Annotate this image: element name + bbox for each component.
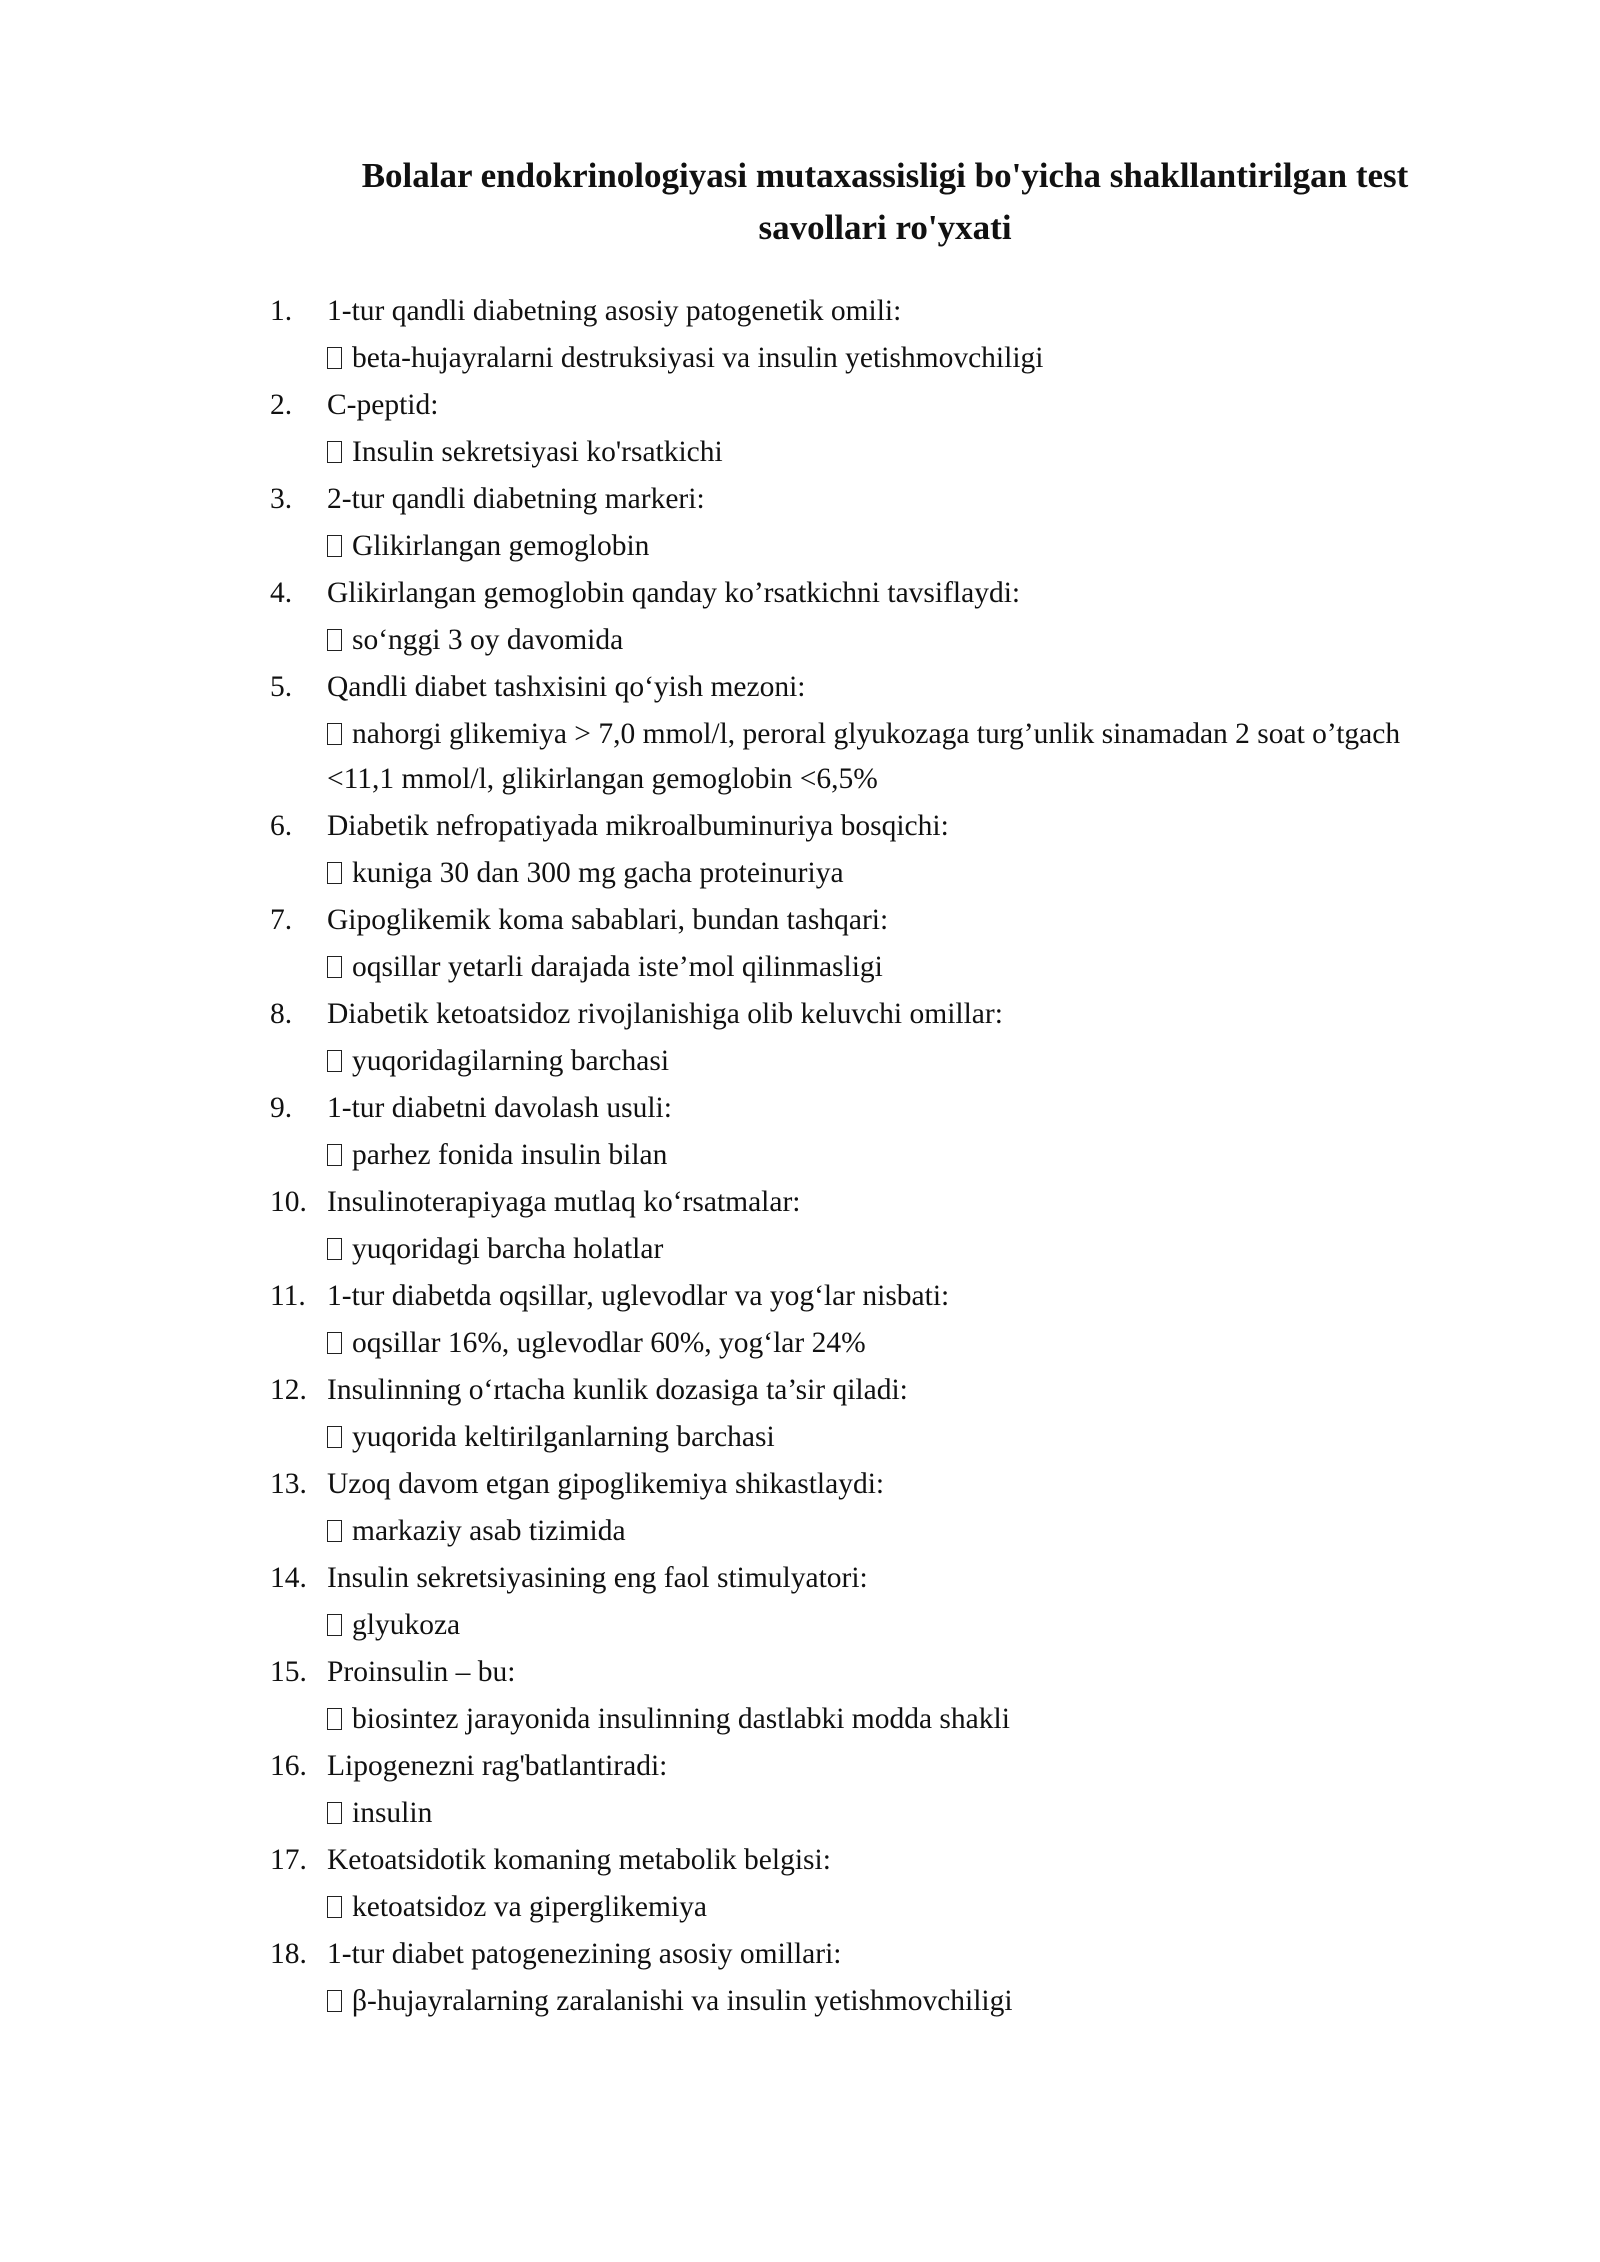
question-item — [270, 1649, 1420, 1743]
missing-glyph-box-icon — [327, 1802, 342, 1824]
question-text: 1-tur diabetda oqsillar, uglevodlar va yog‘lar nisbati: — [327, 1280, 950, 1312]
question-number: 11. — [270, 1280, 306, 1312]
question-line — [270, 476, 1420, 523]
question-line — [270, 991, 1420, 1038]
question-item — [270, 1273, 1420, 1367]
answer-line — [270, 1226, 1420, 1273]
answer-text: yuqoridagi barcha holatlar — [352, 1233, 664, 1265]
question-number: 1. — [270, 295, 293, 327]
answer-text: biosintez jarayonida insulinning dastlabki modda shakli — [352, 1703, 1010, 1735]
answer-text: yuqorida keltirilganlarning barchasi — [352, 1421, 775, 1453]
answer-line — [270, 429, 1420, 476]
answer-line — [270, 523, 1420, 570]
question-number: 17. — [270, 1844, 307, 1876]
question-line — [270, 570, 1420, 617]
answer-text: markaziy asab tizimida — [352, 1515, 626, 1547]
missing-glyph-box-icon — [327, 441, 342, 463]
answer-text: yuqoridagilarning barchasi — [352, 1045, 670, 1077]
missing-glyph-box-icon — [327, 956, 342, 978]
question-line — [270, 1743, 1420, 1790]
question-item — [270, 476, 1420, 570]
question-line — [270, 1555, 1420, 1602]
answer-text: oqsillar 16%, uglevodlar 60%, yog‘lar 24% — [352, 1327, 866, 1359]
answer-line — [270, 850, 1420, 897]
document-title: Bolalar endokrinologiyasi mutaxassisligi bo'yicha shakllantirilgan test savollari ro'yxati — [361, 156, 1409, 247]
question-item — [270, 1085, 1420, 1179]
question-line — [270, 1085, 1420, 1132]
answer-line — [270, 1414, 1420, 1461]
answer-line — [270, 335, 1420, 382]
question-line — [270, 1931, 1420, 1978]
missing-glyph-box-icon — [327, 1238, 342, 1260]
question-item — [270, 1837, 1420, 1931]
question-item — [270, 803, 1420, 897]
answer-line — [270, 944, 1420, 991]
answer-text: so‘nggi 3 oy davomida — [352, 624, 624, 656]
question-number: 10. — [270, 1186, 307, 1218]
question-text: Insulinning o‘rtacha kunlik dozasiga ta’sir qiladi: — [327, 1374, 908, 1406]
question-text: Glikirlangan gemoglobin qanday ko’rsatkichni tavsiflaydi: — [327, 577, 1021, 609]
missing-glyph-box-icon — [327, 723, 342, 745]
answer-text: kuniga 30 dan 300 mg gacha proteinuriya — [352, 857, 844, 889]
question-number: 9. — [270, 1092, 293, 1124]
missing-glyph-box-icon — [327, 1990, 342, 2012]
question-text: C-peptid: — [327, 389, 439, 421]
missing-glyph-box-icon — [327, 1896, 342, 1918]
question-item — [270, 1367, 1420, 1461]
question-item — [270, 991, 1420, 1085]
question-text: Ketoatsidotik komaning metabolik belgisi: — [327, 1844, 831, 1876]
answer-text: ketoatsidoz va giperglikemiya — [352, 1891, 707, 1923]
missing-glyph-box-icon — [327, 1144, 342, 1166]
missing-glyph-box-icon — [327, 347, 342, 369]
missing-glyph-box-icon — [327, 1426, 342, 1448]
question-number: 5. — [270, 671, 293, 703]
answer-text: insulin — [352, 1797, 433, 1829]
question-text: Proinsulin – bu: — [327, 1656, 516, 1688]
answer-text: β-hujayralarning zaralanishi va insulin yetishmovchiligi — [352, 1985, 1013, 2017]
missing-glyph-box-icon — [327, 1050, 342, 1072]
answer-text: glyukoza — [352, 1609, 461, 1641]
answer-line — [270, 1508, 1420, 1555]
question-text: Lipogenezni rag'batlantiradi: — [327, 1750, 668, 1782]
question-number: 15. — [270, 1656, 307, 1688]
question-item — [270, 1931, 1420, 2025]
question-number: 8. — [270, 998, 293, 1030]
question-line — [270, 664, 1420, 711]
question-text: Insulinoterapiyaga mutlaq ko‘rsatmalar: — [327, 1186, 801, 1218]
question-item — [270, 664, 1420, 803]
question-number: 13. — [270, 1468, 307, 1500]
missing-glyph-box-icon — [327, 1520, 342, 1542]
answer-line — [270, 1602, 1420, 1649]
question-number: 16. — [270, 1750, 307, 1782]
question-number: 12. — [270, 1374, 307, 1406]
question-line — [270, 288, 1420, 335]
question-text: 2-tur qandli diabetning markeri: — [327, 483, 705, 515]
answer-text: nahorgi glikemiya > 7,0 mmol/l, peroral glyukozaga turg’unlik sinamadan 2 soat o’tgach <11,1 mmol/l, glikirlangan gemoglobin <6,5% — [327, 718, 1401, 795]
answer-text: oqsillar yetarli darajada iste’mol qilinmasligi — [352, 951, 883, 983]
question-text: Diabetik ketoatsidoz rivojlanishiga olib keluvchi omillar: — [327, 998, 1003, 1030]
question-text: 1-tur diabet patogenezining asosiy omillari: — [327, 1938, 842, 1970]
question-line — [270, 1367, 1420, 1414]
answer-text: beta-hujayralarni destruksiyasi va insulin yetishmovchiligi — [352, 342, 1044, 374]
question-line — [270, 1837, 1420, 1884]
question-line — [270, 1461, 1420, 1508]
question-text: Gipoglikemik koma sabablari, bundan tashqari: — [327, 904, 889, 936]
answer-line — [270, 711, 1420, 803]
answer-line — [270, 1038, 1420, 1085]
question-text: 1-tur qandli diabetning asosiy patogenetik omili: — [327, 295, 902, 327]
question-item — [270, 382, 1420, 476]
question-text: Qandli diabet tashxisini qo‘yish mezoni: — [327, 671, 806, 703]
missing-glyph-box-icon — [327, 1708, 342, 1730]
question-item — [270, 1555, 1420, 1649]
question-number: 4. — [270, 577, 293, 609]
missing-glyph-box-icon — [327, 1614, 342, 1636]
question-item — [270, 897, 1420, 991]
question-line — [270, 897, 1420, 944]
question-item — [270, 288, 1420, 382]
question-line — [270, 803, 1420, 850]
question-list — [270, 288, 1420, 2025]
question-item — [270, 570, 1420, 664]
answer-line — [270, 1978, 1420, 2025]
question-item — [270, 1743, 1420, 1837]
question-line — [270, 1273, 1420, 1320]
missing-glyph-box-icon — [327, 862, 342, 884]
question-text: Insulin sekretsiyasining eng faol stimulyatori: — [327, 1562, 868, 1594]
answer-line — [270, 1132, 1420, 1179]
answer-line — [270, 1790, 1420, 1837]
question-number: 6. — [270, 810, 293, 842]
question-number: 3. — [270, 483, 293, 515]
question-line — [270, 1179, 1420, 1226]
missing-glyph-box-icon — [327, 535, 342, 557]
answer-text: parhez fonida insulin bilan — [352, 1139, 668, 1171]
answer-line — [270, 1320, 1420, 1367]
question-number: 2. — [270, 389, 293, 421]
question-text: Diabetik nefropatiyada mikroalbuminuriya bosqichi: — [327, 810, 949, 842]
missing-glyph-box-icon — [327, 1332, 342, 1354]
answer-line — [270, 617, 1420, 664]
answer-text: Glikirlangan gemoglobin — [352, 530, 650, 562]
question-number: 18. — [270, 1938, 307, 1970]
question-text: Uzoq davom etgan gipoglikemiya shikastlaydi: — [327, 1468, 885, 1500]
question-number: 7. — [270, 904, 293, 936]
answer-line — [270, 1884, 1420, 1931]
question-line — [270, 382, 1420, 429]
question-item — [270, 1461, 1420, 1555]
question-text: 1-tur diabetni davolash usuli: — [327, 1092, 672, 1124]
question-line — [270, 1649, 1420, 1696]
answer-text: Insulin sekretsiyasi ko'rsatkichi — [352, 436, 723, 468]
question-number: 14. — [270, 1562, 307, 1594]
question-item — [270, 1179, 1420, 1273]
missing-glyph-box-icon — [327, 629, 342, 651]
answer-line — [270, 1696, 1420, 1743]
